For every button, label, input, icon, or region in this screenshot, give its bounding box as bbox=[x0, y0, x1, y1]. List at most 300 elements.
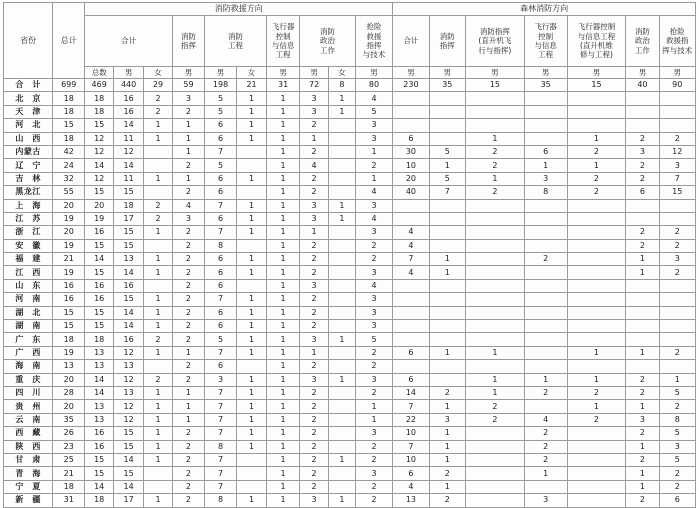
value-cell bbox=[429, 105, 465, 118]
province-cell: 西 藏 bbox=[4, 427, 53, 440]
table-row bbox=[4, 306, 696, 319]
total-cell: 15 bbox=[53, 119, 85, 132]
value-cell: 2 bbox=[300, 427, 329, 440]
value-cell: 2 bbox=[355, 239, 393, 252]
value-cell bbox=[329, 172, 356, 185]
value-cell: 3 bbox=[300, 494, 329, 507]
total-cell: 23 bbox=[53, 440, 85, 453]
table-row bbox=[4, 400, 696, 413]
value-cell bbox=[524, 105, 567, 118]
value-cell bbox=[567, 253, 626, 266]
table-row bbox=[4, 266, 696, 279]
value-cell bbox=[144, 467, 173, 480]
value-cell: 1 bbox=[237, 494, 267, 507]
table-row bbox=[4, 105, 696, 118]
value-cell bbox=[567, 494, 626, 507]
value-cell: 31 bbox=[267, 79, 300, 92]
forest-helicopter-maintenance-header: 飞行器控制 与信息工程 (直升机维 修与工程) bbox=[567, 16, 626, 67]
value-cell: 2 bbox=[300, 413, 329, 426]
value-cell: 1 bbox=[172, 400, 204, 413]
value-cell bbox=[393, 92, 429, 105]
value-cell: 2 bbox=[626, 159, 659, 172]
value-cell bbox=[329, 119, 356, 132]
value-cell: 18 bbox=[85, 333, 114, 346]
value-cell: 12 bbox=[114, 413, 144, 426]
total-header: 总计 bbox=[53, 3, 85, 79]
value-cell: 15 bbox=[85, 306, 114, 319]
value-cell bbox=[465, 92, 524, 105]
value-cell: 2 bbox=[300, 467, 329, 480]
value-cell: 1 bbox=[567, 132, 626, 145]
value-cell: 15 bbox=[85, 239, 114, 252]
value-cell: 1 bbox=[267, 132, 300, 145]
value-cell: 4 bbox=[172, 199, 204, 212]
value-cell bbox=[659, 320, 695, 333]
gender-subheader: 男 bbox=[626, 67, 659, 79]
value-cell: 14 bbox=[114, 306, 144, 319]
value-cell: 3 bbox=[429, 413, 465, 426]
value-cell: 1 bbox=[300, 226, 329, 239]
value-cell: 14 bbox=[85, 386, 114, 399]
province-cell: 山 西 bbox=[4, 132, 53, 145]
value-cell: 7 bbox=[205, 400, 237, 413]
total-cell: 18 bbox=[53, 132, 85, 145]
value-cell: 4 bbox=[355, 279, 393, 292]
value-cell: 1 bbox=[267, 199, 300, 212]
value-cell bbox=[524, 212, 567, 225]
value-cell: 6 bbox=[205, 266, 237, 279]
value-cell: 1 bbox=[144, 400, 173, 413]
header-row-majors bbox=[4, 16, 696, 67]
value-cell: 2 bbox=[172, 453, 204, 466]
value-cell: 1 bbox=[524, 159, 567, 172]
value-cell: 1 bbox=[329, 212, 356, 225]
table-row bbox=[4, 333, 696, 346]
value-cell: 2 bbox=[300, 320, 329, 333]
value-cell: 2 bbox=[567, 386, 626, 399]
value-cell: 1 bbox=[267, 239, 300, 252]
value-cell bbox=[465, 306, 524, 319]
value-cell: 6 bbox=[205, 253, 237, 266]
value-cell: 1 bbox=[329, 199, 356, 212]
value-cell: 1 bbox=[172, 413, 204, 426]
value-cell: 15 bbox=[85, 119, 114, 132]
total-cell: 18 bbox=[53, 105, 85, 118]
table-row bbox=[4, 186, 696, 199]
value-cell bbox=[393, 105, 429, 118]
value-cell bbox=[429, 239, 465, 252]
value-cell bbox=[524, 480, 567, 493]
value-cell: 15 bbox=[567, 79, 626, 92]
value-cell: 10 bbox=[393, 453, 429, 466]
value-cell: 14 bbox=[114, 453, 144, 466]
value-cell: 3 bbox=[300, 212, 329, 225]
value-cell: 1 bbox=[144, 266, 173, 279]
table-row bbox=[4, 239, 696, 252]
value-cell: 12 bbox=[659, 145, 695, 158]
value-cell bbox=[524, 320, 567, 333]
value-cell: 2 bbox=[355, 453, 393, 466]
value-cell: 1 bbox=[237, 400, 267, 413]
table-row bbox=[4, 346, 696, 359]
value-cell bbox=[465, 480, 524, 493]
value-cell: 5 bbox=[355, 105, 393, 118]
value-cell: 1 bbox=[465, 386, 524, 399]
value-cell bbox=[524, 92, 567, 105]
value-cell: 35 bbox=[524, 79, 567, 92]
value-cell: 3 bbox=[355, 306, 393, 319]
value-cell: 1 bbox=[267, 119, 300, 132]
value-cell: 1 bbox=[626, 480, 659, 493]
value-cell bbox=[659, 279, 695, 292]
province-cell: 吉 林 bbox=[4, 172, 53, 185]
value-cell: 7 bbox=[205, 199, 237, 212]
value-cell bbox=[465, 253, 524, 266]
value-cell: 6 bbox=[205, 132, 237, 145]
value-cell: 1 bbox=[267, 279, 300, 292]
value-cell: 14 bbox=[85, 159, 114, 172]
value-cell bbox=[329, 360, 356, 373]
value-cell: 1 bbox=[237, 172, 267, 185]
value-cell bbox=[465, 226, 524, 239]
value-cell: 1 bbox=[300, 132, 329, 145]
value-cell: 1 bbox=[267, 373, 300, 386]
value-cell: 1 bbox=[237, 440, 267, 453]
total-cell: 16 bbox=[53, 279, 85, 292]
value-cell: 16 bbox=[85, 279, 114, 292]
value-cell bbox=[567, 293, 626, 306]
value-cell: 2 bbox=[659, 266, 695, 279]
total-cell: 19 bbox=[53, 239, 85, 252]
value-cell: 1 bbox=[429, 400, 465, 413]
value-cell: 15 bbox=[85, 266, 114, 279]
value-cell bbox=[393, 279, 429, 292]
value-cell: 40 bbox=[393, 186, 429, 199]
value-cell bbox=[465, 467, 524, 480]
value-cell bbox=[524, 360, 567, 373]
value-cell: 1 bbox=[626, 346, 659, 359]
table-row bbox=[4, 172, 696, 185]
value-cell bbox=[465, 360, 524, 373]
value-cell: 6 bbox=[205, 320, 237, 333]
value-cell bbox=[237, 159, 267, 172]
value-cell: 1 bbox=[355, 145, 393, 158]
value-cell bbox=[144, 145, 173, 158]
fire-rescue-command-header: 抢险 救援 指挥 与技术 bbox=[355, 16, 393, 67]
value-cell: 15 bbox=[465, 79, 524, 92]
value-cell: 1 bbox=[237, 386, 267, 399]
value-cell: 15 bbox=[114, 427, 144, 440]
value-cell: 2 bbox=[300, 453, 329, 466]
value-cell: 5 bbox=[429, 172, 465, 185]
forest-command-header: 消防 指挥 bbox=[429, 16, 465, 67]
value-cell: 4 bbox=[393, 480, 429, 493]
table-row bbox=[4, 79, 696, 92]
value-cell: 7 bbox=[393, 400, 429, 413]
value-cell: 198 bbox=[205, 79, 237, 92]
value-cell: 10 bbox=[393, 427, 429, 440]
value-cell bbox=[237, 480, 267, 493]
value-cell bbox=[465, 494, 524, 507]
value-cell: 1 bbox=[267, 467, 300, 480]
value-cell bbox=[524, 239, 567, 252]
value-cell bbox=[626, 320, 659, 333]
gender-subheader: 男 bbox=[205, 67, 237, 79]
value-cell: 3 bbox=[355, 119, 393, 132]
province-cell: 四 川 bbox=[4, 386, 53, 399]
value-cell bbox=[329, 386, 356, 399]
province-cell: 江 西 bbox=[4, 266, 53, 279]
value-cell bbox=[659, 212, 695, 225]
value-cell: 6 bbox=[393, 132, 429, 145]
value-cell bbox=[329, 480, 356, 493]
value-cell bbox=[567, 480, 626, 493]
value-cell: 2 bbox=[355, 440, 393, 453]
value-cell: 2 bbox=[355, 159, 393, 172]
fire-rescue-group-header: 消防救援方向 bbox=[85, 3, 393, 16]
value-cell: 7 bbox=[205, 293, 237, 306]
value-cell bbox=[329, 306, 356, 319]
gender-subheader: 男 bbox=[300, 67, 329, 79]
value-cell bbox=[626, 119, 659, 132]
value-cell: 1 bbox=[172, 145, 204, 158]
value-cell: 1 bbox=[144, 132, 173, 145]
gender-subheader: 女 bbox=[144, 67, 173, 79]
value-cell: 8 bbox=[329, 79, 356, 92]
value-cell bbox=[429, 119, 465, 132]
total-cell: 15 bbox=[53, 306, 85, 319]
province-cell: 陕 西 bbox=[4, 440, 53, 453]
total-cell: 28 bbox=[53, 386, 85, 399]
value-cell: 13 bbox=[85, 400, 114, 413]
value-cell bbox=[465, 212, 524, 225]
value-cell bbox=[393, 360, 429, 373]
value-cell: 1 bbox=[329, 105, 356, 118]
value-cell: 13 bbox=[114, 360, 144, 373]
value-cell bbox=[237, 145, 267, 158]
value-cell: 1 bbox=[567, 346, 626, 359]
value-cell: 1 bbox=[267, 360, 300, 373]
value-cell: 2 bbox=[172, 266, 204, 279]
value-cell: 2 bbox=[567, 145, 626, 158]
value-cell bbox=[626, 279, 659, 292]
value-cell: 7 bbox=[205, 467, 237, 480]
value-cell bbox=[465, 453, 524, 466]
value-cell: 1 bbox=[329, 92, 356, 105]
value-cell: 5 bbox=[205, 105, 237, 118]
value-cell: 14 bbox=[85, 253, 114, 266]
table-body bbox=[4, 79, 696, 508]
total-cell: 16 bbox=[53, 293, 85, 306]
value-cell: 1 bbox=[267, 186, 300, 199]
value-cell: 3 bbox=[355, 320, 393, 333]
value-cell: 7 bbox=[205, 386, 237, 399]
value-cell bbox=[567, 266, 626, 279]
value-cell: 2 bbox=[355, 360, 393, 373]
value-cell bbox=[144, 279, 173, 292]
province-cell: 宁 夏 bbox=[4, 480, 53, 493]
value-cell bbox=[465, 333, 524, 346]
value-cell bbox=[524, 400, 567, 413]
value-cell: 2 bbox=[659, 467, 695, 480]
value-cell: 1 bbox=[329, 333, 356, 346]
value-cell: 1 bbox=[626, 400, 659, 413]
forest-political-work-header: 消防 政治 工作 bbox=[626, 16, 659, 67]
value-cell: 2 bbox=[429, 494, 465, 507]
value-cell: 19 bbox=[85, 212, 114, 225]
province-cell: 海 南 bbox=[4, 360, 53, 373]
value-cell: 14 bbox=[114, 119, 144, 132]
total-cell: 55 bbox=[53, 186, 85, 199]
value-cell: 14 bbox=[114, 266, 144, 279]
total-cell: 42 bbox=[53, 145, 85, 158]
value-cell: 7 bbox=[393, 253, 429, 266]
province-cell: 山 东 bbox=[4, 279, 53, 292]
value-cell: 1 bbox=[567, 400, 626, 413]
province-cell: 湖 北 bbox=[4, 306, 53, 319]
value-cell bbox=[329, 413, 356, 426]
value-cell bbox=[524, 132, 567, 145]
value-cell: 1 bbox=[329, 453, 356, 466]
value-cell bbox=[659, 105, 695, 118]
value-cell: 2 bbox=[429, 386, 465, 399]
value-cell bbox=[429, 320, 465, 333]
table-row bbox=[4, 386, 696, 399]
fire-command-header: 消防 指挥 bbox=[172, 16, 204, 67]
value-cell bbox=[329, 440, 356, 453]
value-cell bbox=[659, 306, 695, 319]
province-cell: 北 京 bbox=[4, 92, 53, 105]
value-cell bbox=[329, 239, 356, 252]
value-cell: 17 bbox=[114, 494, 144, 507]
value-cell: 3 bbox=[355, 467, 393, 480]
value-cell: 1 bbox=[237, 306, 267, 319]
value-cell: 2 bbox=[172, 306, 204, 319]
value-cell: 1 bbox=[267, 306, 300, 319]
value-cell bbox=[329, 320, 356, 333]
value-cell: 2 bbox=[172, 373, 204, 386]
value-cell: 1 bbox=[144, 494, 173, 507]
value-cell: 2 bbox=[465, 400, 524, 413]
value-cell: 13 bbox=[114, 386, 144, 399]
province-cell: 湖 南 bbox=[4, 320, 53, 333]
value-cell: 2 bbox=[659, 226, 695, 239]
value-cell: 2 bbox=[355, 346, 393, 359]
value-cell: 2 bbox=[144, 105, 173, 118]
value-cell: 1 bbox=[267, 92, 300, 105]
value-cell: 2 bbox=[300, 440, 329, 453]
value-cell: 469 bbox=[85, 79, 114, 92]
value-cell: 2 bbox=[172, 333, 204, 346]
total-cell: 19 bbox=[53, 346, 85, 359]
value-cell: 1 bbox=[429, 440, 465, 453]
value-cell bbox=[237, 279, 267, 292]
gender-subheader: 总数 bbox=[85, 67, 114, 79]
value-cell bbox=[429, 306, 465, 319]
total-cell: 13 bbox=[53, 360, 85, 373]
value-cell: 18 bbox=[85, 105, 114, 118]
value-cell: 3 bbox=[205, 373, 237, 386]
value-cell bbox=[144, 360, 173, 373]
value-cell: 2 bbox=[300, 172, 329, 185]
fire-engineering-header: 消防 工程 bbox=[205, 16, 267, 67]
value-cell: 1 bbox=[267, 333, 300, 346]
value-cell bbox=[524, 293, 567, 306]
value-cell bbox=[626, 92, 659, 105]
value-cell: 5 bbox=[659, 453, 695, 466]
value-cell: 7 bbox=[205, 480, 237, 493]
value-cell bbox=[659, 293, 695, 306]
value-cell: 35 bbox=[429, 79, 465, 92]
value-cell: 13 bbox=[85, 360, 114, 373]
value-cell: 2 bbox=[626, 172, 659, 185]
table-row bbox=[4, 427, 696, 440]
value-cell: 1 bbox=[267, 293, 300, 306]
value-cell bbox=[567, 212, 626, 225]
value-cell bbox=[429, 333, 465, 346]
total-cell: 19 bbox=[53, 212, 85, 225]
value-cell: 2 bbox=[300, 480, 329, 493]
value-cell: 15 bbox=[85, 186, 114, 199]
value-cell: 80 bbox=[355, 79, 393, 92]
value-cell: 72 bbox=[300, 79, 329, 92]
value-cell: 2 bbox=[144, 199, 173, 212]
value-cell: 20 bbox=[85, 199, 114, 212]
value-cell bbox=[626, 360, 659, 373]
value-cell: 2 bbox=[524, 453, 567, 466]
province-cell: 重 庆 bbox=[4, 373, 53, 386]
value-cell bbox=[524, 119, 567, 132]
value-cell: 1 bbox=[267, 413, 300, 426]
value-cell: 5 bbox=[659, 427, 695, 440]
table-row bbox=[4, 320, 696, 333]
province-cell: 广 西 bbox=[4, 346, 53, 359]
value-cell: 2 bbox=[524, 440, 567, 453]
value-cell: 1 bbox=[144, 386, 173, 399]
value-cell bbox=[465, 119, 524, 132]
value-cell: 1 bbox=[144, 253, 173, 266]
value-cell bbox=[237, 360, 267, 373]
value-cell: 2 bbox=[172, 253, 204, 266]
enrollment-quota-table bbox=[3, 2, 696, 508]
province-cell: 广 东 bbox=[4, 333, 53, 346]
value-cell bbox=[429, 360, 465, 373]
value-cell: 2 bbox=[144, 212, 173, 225]
value-cell: 3 bbox=[355, 293, 393, 306]
value-cell: 15 bbox=[114, 226, 144, 239]
value-cell: 14 bbox=[114, 320, 144, 333]
value-cell: 15 bbox=[85, 320, 114, 333]
value-cell: 3 bbox=[355, 373, 393, 386]
value-cell: 3 bbox=[355, 199, 393, 212]
table-row bbox=[4, 212, 696, 225]
value-cell: 16 bbox=[114, 105, 144, 118]
province-cell: 上 海 bbox=[4, 199, 53, 212]
value-cell: 21 bbox=[237, 79, 267, 92]
province-cell: 河 南 bbox=[4, 293, 53, 306]
value-cell: 6 bbox=[205, 279, 237, 292]
value-cell: 13 bbox=[114, 253, 144, 266]
value-cell bbox=[329, 186, 356, 199]
value-cell: 1 bbox=[144, 346, 173, 359]
value-cell: 1 bbox=[237, 253, 267, 266]
value-cell: 2 bbox=[626, 239, 659, 252]
value-cell: 2 bbox=[300, 293, 329, 306]
forest-subtotal-header: 合计 bbox=[393, 16, 429, 67]
value-cell bbox=[567, 306, 626, 319]
province-cell: 天 津 bbox=[4, 105, 53, 118]
value-cell: 2 bbox=[300, 266, 329, 279]
